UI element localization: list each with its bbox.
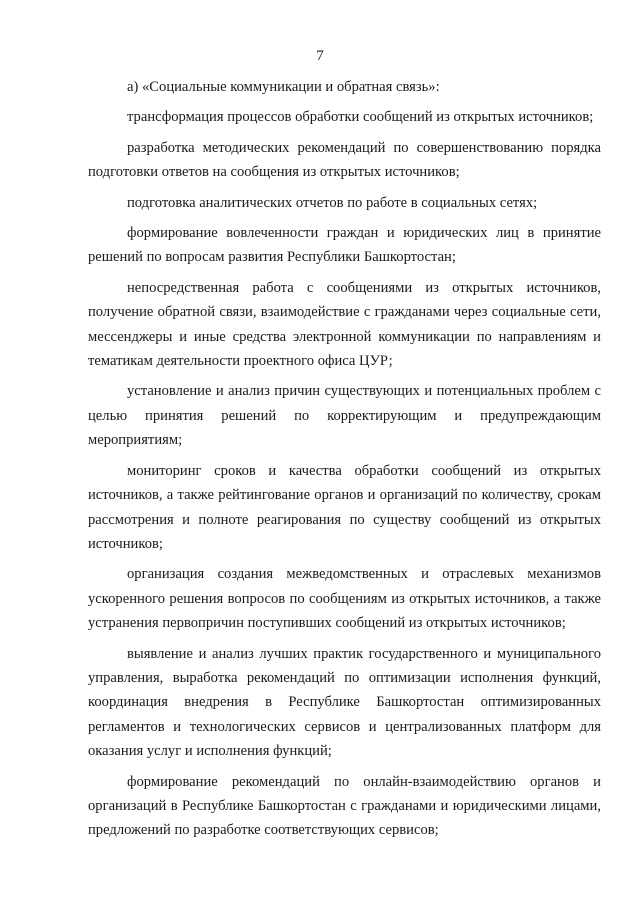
list-item: формирование вовлеченности граждан и юридических лиц в принятие решений по вопросам развития Республики Башкортостан; [88,225,601,266]
list-item: формирование рекомендаций по онлайн-взаимодействию органов и организаций в Республике Башкортостан с гражданами и юридическими лицами, предложений по разработке соответствующих сервисов; [88,773,601,839]
list-item: установление и анализ причин существующих и потенциальных проблем с целью принятия решений по корректирующим и предупреждающим мероприятиям; [88,383,601,449]
document-body [88,75,601,849]
section-heading: а) «Социальные коммуникации и обратная связь»: [127,79,440,95]
list-item: выявление и анализ лучших практик государственного и муниципального управления, выработка рекомендаций по оптимизации исполнения функций, координация внедрения в Республике Башкортостан оптимизированных регламентов и технологических сервисов и централизованных платформ для оказания услуг и исполнения функций; [88,645,601,760]
list-item: мониторинг сроков и качества обработки сообщений из открытых источников, а также рейтингование органов и организаций по количеству, срокам рассмотрения и полноте реагирования по существу сообщений из открытых источников; [88,462,601,552]
list-item: непосредственная работа с сообщениями из открытых источников, получение обратной связи, взаимодействие с гражданами через социальные сети, мессенджеры и иные средства электронной коммуникации по направлениям и тематикам деятельности проектного офиса ЦУР; [88,279,601,370]
list-item: разработка методических рекомендаций по совершенствованию порядка подготовки ответов на сообщения из открытых источников; [88,139,601,181]
list-item: трансформация процессов обработки сообщений из открытых источников; [127,109,594,126]
list-item: организация создания межведомственных и отраслевых механизмов ускоренного решения вопросов по сообщениям из открытых источников, а также устранения первопричин поступивших сообщений из открытых источников; [88,566,601,632]
list-item: подготовка аналитических отчетов по работе в социальных сетях; [127,194,538,211]
page-number: 7 [316,48,324,64]
